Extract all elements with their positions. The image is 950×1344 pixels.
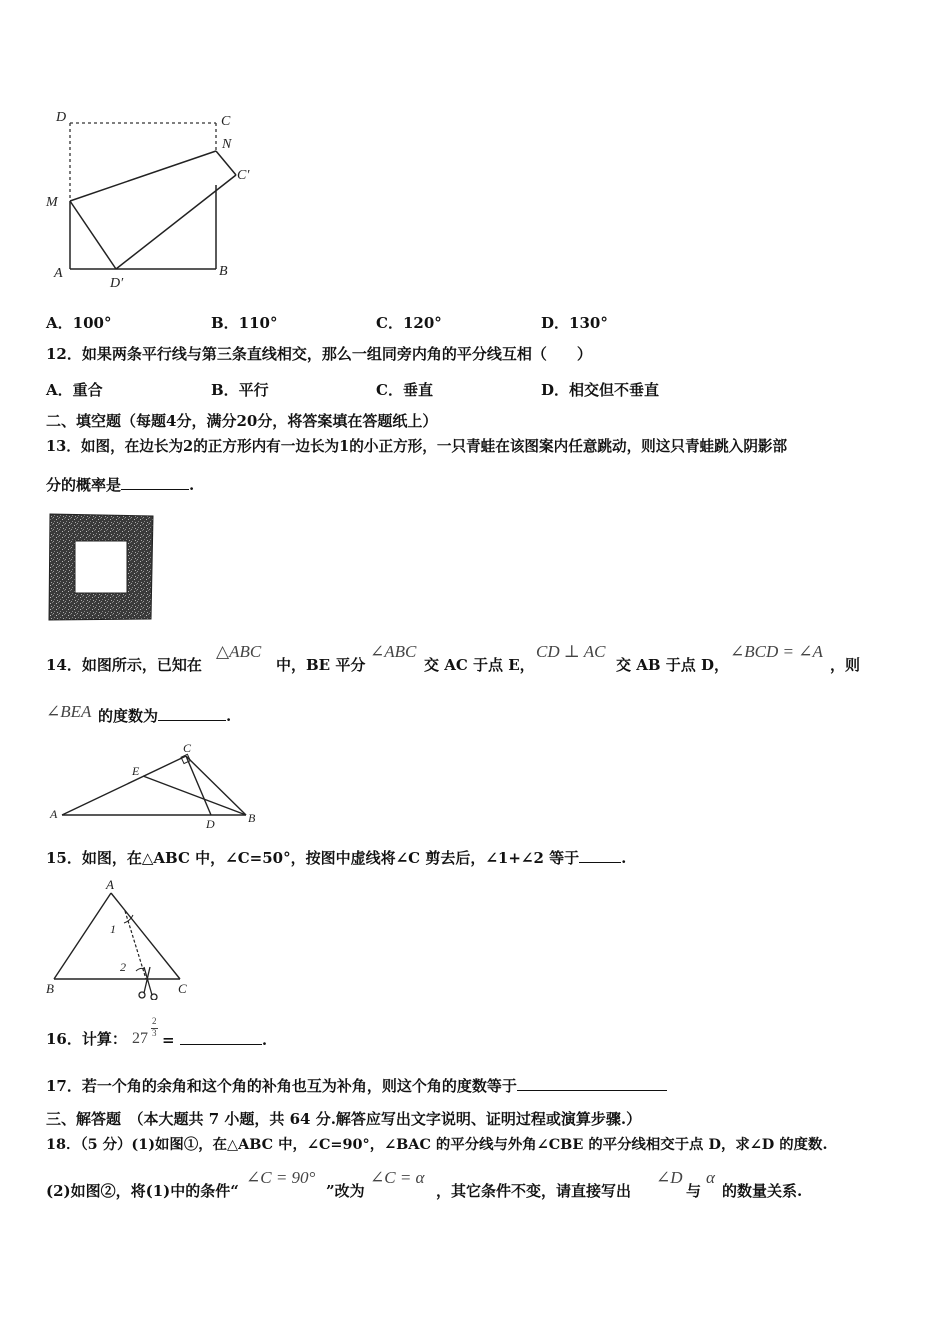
q15-end: . (621, 849, 627, 867)
q15-line (46, 848, 626, 867)
label-D: D (206, 817, 215, 831)
label-D-prime: D′ (110, 276, 124, 291)
label-1: 1 (110, 922, 116, 936)
label-A: A (50, 807, 58, 821)
q12-option-b: B．平行 (211, 381, 269, 399)
label-D: D (56, 110, 67, 125)
q14-text-5: 的度数为 (98, 707, 159, 725)
q14-math-angle-bea: ∠BEA (46, 702, 92, 721)
label-C-prime: C′ (237, 168, 250, 183)
q14-math-triangle-abc: △ABC (216, 642, 262, 661)
label-A: A (54, 266, 63, 281)
q11-option-c: C．120° (376, 314, 442, 332)
q11-option-a: A．100° (46, 314, 112, 332)
q16-prefix: 16．计算： (46, 1030, 127, 1048)
scissors-icon (139, 967, 157, 1000)
figure-q15-cut-triangle (40, 875, 200, 1000)
q12-option-d: D．相交但不垂直 (541, 381, 660, 399)
label-C: C (178, 981, 187, 996)
figure-q14-triangle (40, 738, 270, 833)
q13-answer-blank[interactable] (121, 475, 189, 490)
q14-text-3: 交 AB 于点 D， (616, 656, 729, 674)
label-N: N (222, 137, 232, 152)
q12-stem: 12．如果两条平行线与第三条直线相交，那么一组同旁内角的平分线互相（ ） (46, 345, 592, 363)
q12-option-c: C．垂直 (376, 381, 433, 399)
q13-end: . (189, 476, 195, 494)
q18-line2-d: 与 (686, 1182, 702, 1200)
q14-line2 (98, 706, 231, 725)
section-3-heading: 三、解答题 （本大题共 7 小题，共 64 分.解答应写出文字说明、证明过程或演算步骤.） (46, 1110, 642, 1128)
label-M: M (46, 195, 58, 210)
label-E: E (132, 764, 140, 778)
label-B: B (248, 811, 256, 825)
q17-answer-blank[interactable] (517, 1076, 667, 1091)
figure-q13-shaded-square (47, 511, 157, 623)
q15-answer-blank[interactable] (579, 848, 621, 863)
label-A: A (106, 877, 114, 892)
q16-answer-blank[interactable] (180, 1030, 262, 1045)
q18-line2-b: ”改为 (326, 1182, 365, 1200)
q16-eq: = (162, 1031, 175, 1049)
q13-line2-text: 分的概率是 (46, 476, 122, 494)
q14-math-cd-perp-ac: CD ⊥ AC (536, 642, 606, 661)
q14-end: . (226, 707, 232, 725)
section-2-heading: 二、填空题（每题4分，满分20分，将答案填在答题纸上） (46, 412, 438, 430)
q15-text: 15．如图，在△ABC 中，∠C=50°，按图中虚线将∠C 剪去后，∠1+∠2 等于 (46, 849, 580, 867)
label-B: B (219, 264, 228, 279)
q18-line2-c: ，其它条件不变，请直接写出 (436, 1182, 632, 1200)
q11-option-b: B．110° (211, 314, 278, 332)
q16-base: 27 (132, 1030, 148, 1047)
label-C: C (183, 741, 192, 755)
q14-text-4: ，则 (830, 656, 861, 674)
q14-answer-blank[interactable] (158, 706, 226, 721)
figure-q11-rectangle-fold (40, 105, 270, 295)
q16-end: . (261, 1031, 268, 1049)
q14-text-2: 交 AC 于点 E， (424, 656, 535, 674)
q11-option-d: D．130° (541, 314, 608, 332)
label-C: C (221, 114, 231, 129)
q17-line (46, 1076, 667, 1095)
q14-prefix: 14．如图所示，已知在 (46, 656, 202, 674)
q13-line2 (46, 475, 194, 494)
q18-line2-e: 的数量关系. (722, 1182, 803, 1200)
q18-math-c-eq-90: ∠C = 90° (246, 1168, 316, 1187)
q14-text-1: 中，BE 平分 (276, 656, 366, 674)
label-B: B (46, 981, 54, 996)
q14-math-angle-bcd-eq-a: ∠BCD = ∠A (730, 642, 823, 661)
q18-math-alpha: α (706, 1168, 715, 1187)
q18-line2-a: (2)如图②，将(1)中的条件“ (46, 1182, 239, 1200)
q16-exp-den: 3 (152, 1028, 157, 1038)
q13-line1: 13．如图，在边长为2的正方形内有一边长为1的小正方形，一只青蛙在该图案内任意跳动，则这只青蛙跳入阴影部 (46, 438, 788, 455)
q18-line1: 18．（5 分）(1)如图①，在△ABC 中，∠C=90°，∠BAC 的平分线与外角∠CBE 的平分线相交于点 D，求∠D 的度数. (46, 1136, 828, 1153)
q14-math-angle-abc: ∠ABC (370, 642, 417, 661)
label-2: 2 (120, 960, 126, 974)
q12-option-a: A．重合 (46, 381, 103, 399)
q18-math-angle-d: ∠D (656, 1168, 683, 1187)
q16-exp-num: 2 (152, 1016, 157, 1026)
q17-text: 17．若一个角的余角和这个角的补角也互为补角，则这个角的度数等于 (46, 1077, 517, 1095)
q18-math-c-eq-alpha: ∠C = α (370, 1168, 425, 1187)
q16-tail (162, 1030, 267, 1049)
